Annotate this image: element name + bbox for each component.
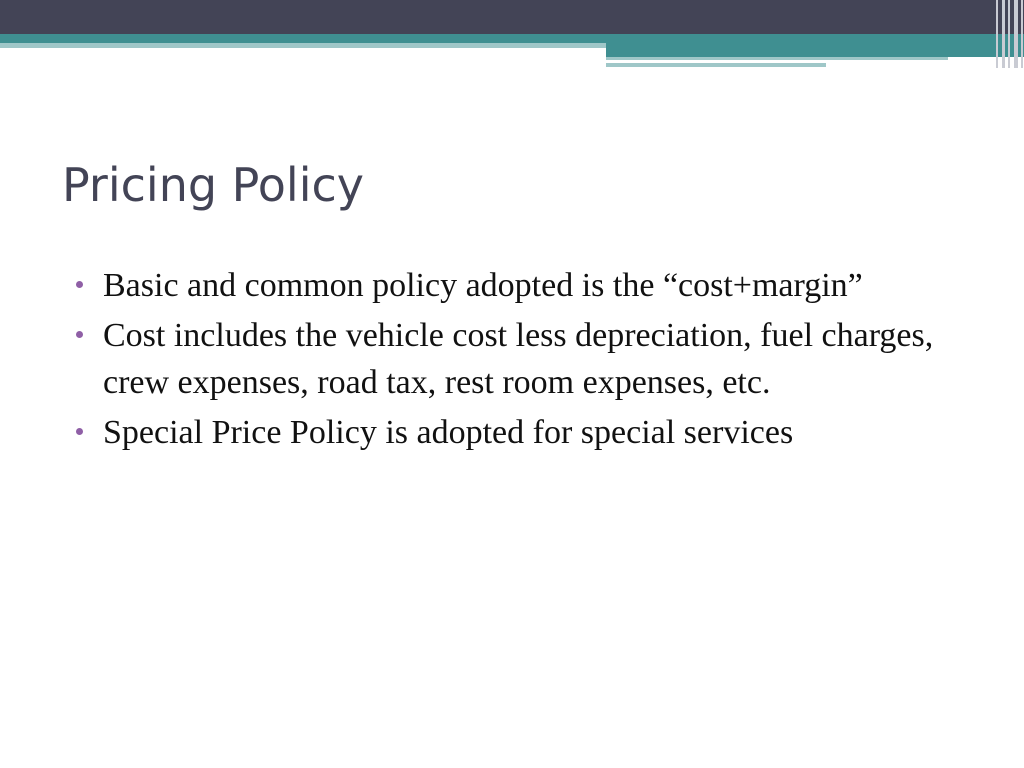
bullet-text: Special Price Policy is adopted for special services <box>103 414 794 451</box>
vertical-stripe <box>1002 0 1005 68</box>
header-dark-band <box>0 0 1024 34</box>
bullet-item <box>76 409 956 456</box>
bullet-dot-icon <box>76 428 83 435</box>
header-teal-band <box>0 34 1024 43</box>
bullet-text: Cost includes the vehicle cost less depreciation, fuel charges, crew expenses, road tax, rest room expenses, etc. <box>103 317 934 401</box>
bullet-item <box>76 262 956 309</box>
bullet-list <box>76 262 956 459</box>
header-light-band <box>0 43 606 48</box>
vertical-stripe <box>996 0 998 68</box>
bullet-dot-icon <box>76 331 83 338</box>
header-step-line <box>606 57 948 60</box>
header-step-line <box>606 63 826 67</box>
slide-title: Pricing Policy <box>62 158 364 212</box>
vertical-stripe <box>1008 0 1010 68</box>
bullet-dot-icon <box>76 281 83 288</box>
header-vertical-stripes <box>994 0 1024 68</box>
vertical-stripe <box>1014 0 1018 68</box>
bullet-text: Basic and common policy adopted is the “cost+margin” <box>103 267 863 304</box>
bullet-item <box>76 312 956 406</box>
vertical-stripe <box>1021 0 1023 68</box>
header-step-block <box>606 43 1024 57</box>
